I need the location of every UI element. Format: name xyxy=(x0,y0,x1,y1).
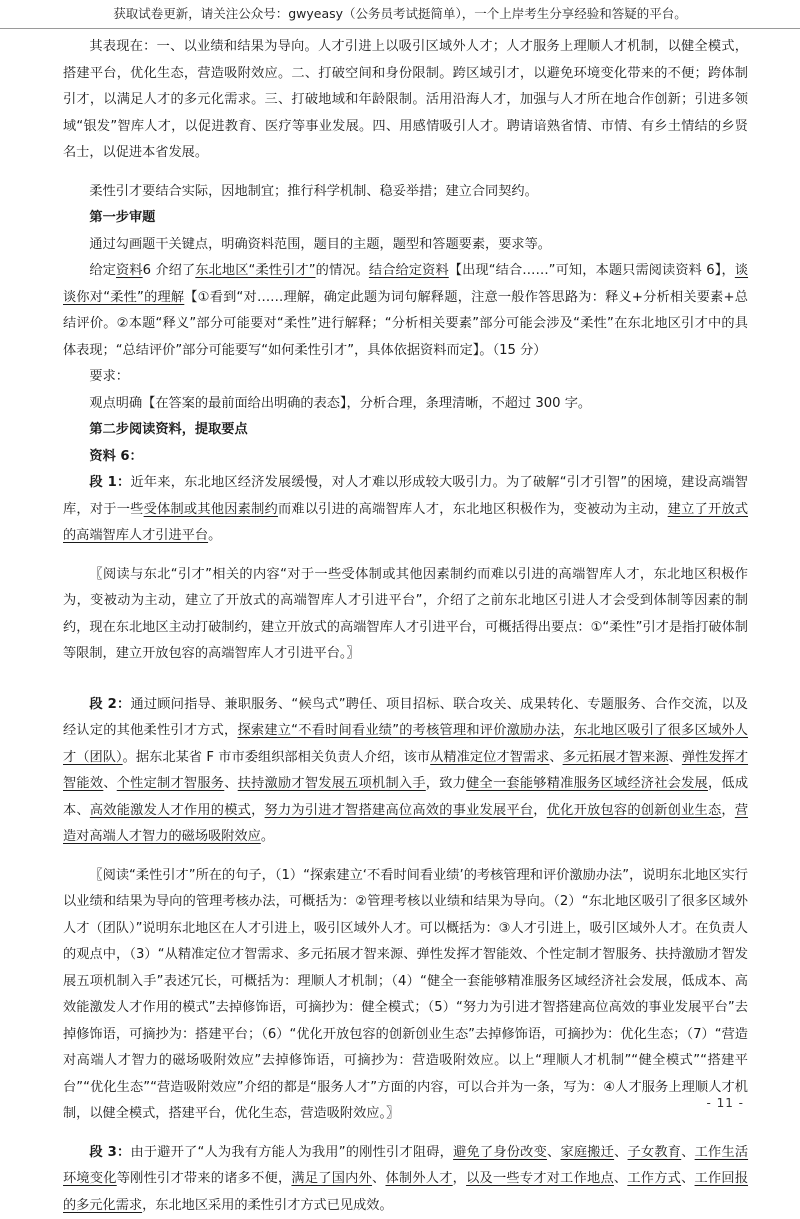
underlined-text: 资料 xyxy=(116,263,143,278)
paragraph xyxy=(63,34,748,167)
underlined-text: 工作生活环境变化 xyxy=(63,1145,748,1187)
paragraph xyxy=(63,364,748,391)
text-span: 【出现“结合……”可知，本题只需阅读资料 6】， xyxy=(449,263,735,278)
text-span: ， xyxy=(453,1171,466,1186)
underlined-text: 从精准定位才智需求 xyxy=(430,750,549,765)
underlined-text: 个性定制才智服务 xyxy=(117,776,225,791)
text-span: ， xyxy=(721,803,734,818)
underlined-text: 努力为引进才智搭建高位高效的事业发展平台 xyxy=(265,803,534,818)
underlined-text: 家庭搬迁 xyxy=(560,1145,614,1160)
text-span: 第一步审题 xyxy=(89,210,155,225)
text-span: 、 xyxy=(549,750,562,765)
page-number: - 11 - xyxy=(706,1096,744,1110)
text-span: 、 xyxy=(669,750,682,765)
underlined-text: 弹性发挥才智能效 xyxy=(63,750,748,792)
section-heading xyxy=(63,444,748,471)
text-span: 资料 6： xyxy=(89,449,142,464)
underlined-text: 东北地区“柔性引才” xyxy=(195,263,315,278)
segment-label: 段 1： xyxy=(89,475,130,490)
underlined-text: 营造对高端人才智力的磁场吸附效应 xyxy=(63,803,748,845)
text-span: 。 xyxy=(208,528,221,543)
text-span: 柔性引才要结合实际，因地制宜；推行科学机制、稳妥举措；建立合同契约。 xyxy=(89,184,537,199)
text-span: 、 xyxy=(614,1145,627,1160)
segment-label: 段 3： xyxy=(89,1145,130,1160)
text-span: 〖阅读与东北“引才”相关的内容“对于一些受体制或其他因素制约而难以引进的高端智库人才，东北地区积极作为，变被动为主动，建立了开放式的高端智库人才引进平台”，介绍了之前东北地区引进人才会受到体制等因素的制约，现在东北地区主动打破制约，建立开放式的高端智库人才引进平台，可概括得出要点：①“柔性”引才是指打破体制等限制，建立开放包容的高端智库人才引进平台。〗 xyxy=(63,567,748,662)
text-span: 【①看到“对……理解，确定此题为词句解释题，注意一般作答思路为：释义+分析相关要素+总结评价。②本题“释义”部分可能要对“柔性”进行解释；“分析相关要素”部分可能会涉及“柔性”在东北地区引才中的具体表现；“总结评价”部分可能要写“如何柔性引才”，具体依据资料而定】。（15 分） xyxy=(63,290,748,358)
text-span: 、 xyxy=(372,1171,385,1186)
text-span: 而难以引进的高端智库人才，东北地区积极作为，变被动为主动， xyxy=(278,502,668,517)
underlined-text: 优化开放包容的创新创业生态 xyxy=(547,803,722,818)
paragraph xyxy=(63,232,748,259)
underlined-text: 体制外人才 xyxy=(385,1171,452,1186)
underlined-text: 扶持激励才智发展五项机制入手 xyxy=(238,776,426,791)
underlined-text: 工作回报的多元化需求 xyxy=(63,1171,748,1213)
underlined-text: 谈谈你对“柔性”的理解 xyxy=(63,263,748,305)
text-span: 第二步阅读资料，提取要点 xyxy=(89,422,247,437)
underlined-text: 满足了国内外 xyxy=(291,1171,372,1186)
page-header xyxy=(0,0,800,29)
paragraph xyxy=(63,562,748,668)
text-span: 通过顾问指导、兼职服务、“候鸟式”聘任、项目招标、联合攻关、成果转化、专题服务、合作交流，以及经认定的其他柔性引才方式， xyxy=(63,697,748,739)
text-span: ，低成本、 xyxy=(63,776,748,818)
text-span: 给定 xyxy=(89,263,116,278)
section-heading xyxy=(63,417,748,444)
header-text: 获取试卷更新，请关注公众号：gwyeasy（公务员考试挺简单），一个上岸考生分享经验和答疑的平台。 xyxy=(113,6,687,21)
underlined-text: 健全一套能够精准服务区域经济社会发展 xyxy=(466,776,708,791)
underlined-text: 结合给定资料 xyxy=(369,263,449,278)
paragraph xyxy=(63,470,748,550)
text-span: ，东北地区采用的柔性引才方式已见成效。 xyxy=(142,1198,393,1213)
text-span: 、 xyxy=(547,1145,560,1160)
text-span: 等刚性引才带来的诸多不便， xyxy=(117,1171,292,1186)
text-span: 、 xyxy=(103,776,116,791)
paragraph xyxy=(63,179,748,206)
text-span: ， xyxy=(560,723,573,738)
text-span: 、 xyxy=(681,1171,694,1186)
paragraph xyxy=(63,863,748,1128)
text-span: ，致力 xyxy=(426,776,466,791)
text-span: 通过勾画题干关键点，明确资料范围，题目的主题，题型和答题要素，要求等。 xyxy=(89,237,551,252)
underlined-text: 探索建立“不看时间看业绩”的考核管理和评价激励办法 xyxy=(237,723,560,738)
text-span: 。 xyxy=(261,829,274,844)
underlined-text: 建立了开放式的高端智库人才引进平台 xyxy=(63,502,748,544)
underlined-text: 以及一些专才对工作地点 xyxy=(466,1171,614,1186)
section-heading xyxy=(63,205,748,232)
underlined-text: 受体制或其他因素制约 xyxy=(144,502,278,517)
underlined-text: 高效能激发人才作用的模式 xyxy=(90,803,251,818)
underlined-text: 多元拓展才智来源 xyxy=(563,750,669,765)
text-span: 6 介绍了 xyxy=(143,263,196,278)
underlined-text: 子女教育 xyxy=(628,1145,682,1160)
underlined-text: 工作方式 xyxy=(627,1171,681,1186)
underlined-text: 避免了身份改变 xyxy=(453,1145,547,1160)
text-span: 、 xyxy=(224,776,237,791)
text-span: 近年来，东北地区经济发展缓慢，对人才难以形成较大吸引力。为了破解“引才引智”的困境，建设高端智库，对于一些 xyxy=(63,475,748,517)
text-span: 〖阅读“柔性引才”所在的句子，（1）“探索建立‘不看时间看业绩’的考核管理和评价激励办法”，说明东北地区实行以业绩和结果为导向的管理考核办法，可概括为：②管理考核以业绩和结果为导向。（2）“东北地区吸引了很多区域外人才（团队）”说明东北地区在人才引进上，吸引区域外人才。可以概括为：③人才引进上，吸引区域外人才。在负责人的观点中，（3）“从精准定位才智需求、多元拓展才智来源、弹性发挥才智能效、个性定制才智服务、扶持激励才智发展五项机制入手”表述冗长，可概括为：理顺人才机制；（4）“健全一套能够精准服务区域经济社会发展，低成本、高效能激发人才作用的模式”去掉修饰语，可摘抄为：健全模式；（5）“努力为引进才智搭建高位高效的事业发展平台”去掉修饰语，可摘抄为：搭建平台；（6）“优化开放包容的创新创业生态”去掉修饰语，可摘抄为：优化生态；（7）“营造对高端人才智力的磁场吸附效应”去掉修饰语，可摘抄为：营造吸附效应。以上“理顺人才机制”“健全模式”“搭建平台”“优化生态”“营造吸附效应”介绍的都是“服务人才”方面的内容，可以合并为一条，写为：④人才服务上理顺人才机制，以健全模式，搭建平台，优化生态，营造吸附效应。〗 xyxy=(63,868,748,1122)
text-span: 、 xyxy=(681,1145,694,1160)
paragraph xyxy=(63,258,748,364)
text-span: 其表现在：一、以业绩和结果为导向。人才引进上以吸引区域外人才；人才服务上理顺人才机制，以健全模式，搭建平台，优化生态，营造吸附效应。二、打破空间和身份限制。跨区域引才，以避免环境变化带来的不便；跨体制引才，以满足人才的多元化需求。三、打破地域和年龄限制。活用沿海人才，加强与人才所在地合作创新；引进多领域“银发”智库人才，以促进教育、医疗等事业发展。四、用感情吸引人才。聘请谙熟省情、市情、有乡土情结的乡贤名士，以促进本省发展。 xyxy=(63,39,748,160)
text-span: ， xyxy=(533,803,546,818)
paragraph xyxy=(63,1140,748,1219)
document-body xyxy=(63,34,748,1219)
underlined-text: 东北地区吸引了很多区域外人才（团队） xyxy=(63,723,748,765)
text-span: 要求： xyxy=(89,369,129,384)
text-span: 、 xyxy=(614,1171,627,1186)
text-span: 观点明确【在答案的最前面给出明确的表态】，分析合理，条理清晰，不超过 300 字。 xyxy=(89,396,591,411)
paragraph xyxy=(63,391,748,418)
text-span: ， xyxy=(251,803,264,818)
text-span: 。据东北某省 F 市市委组织部相关负责人介绍，该市 xyxy=(123,750,431,765)
paragraph xyxy=(63,692,748,851)
segment-label: 段 2： xyxy=(89,697,130,712)
text-span: 的情况。 xyxy=(316,263,369,278)
text-span: 由于避开了“人为我有方能人为我用”的刚性引才阻碍， xyxy=(130,1145,453,1160)
